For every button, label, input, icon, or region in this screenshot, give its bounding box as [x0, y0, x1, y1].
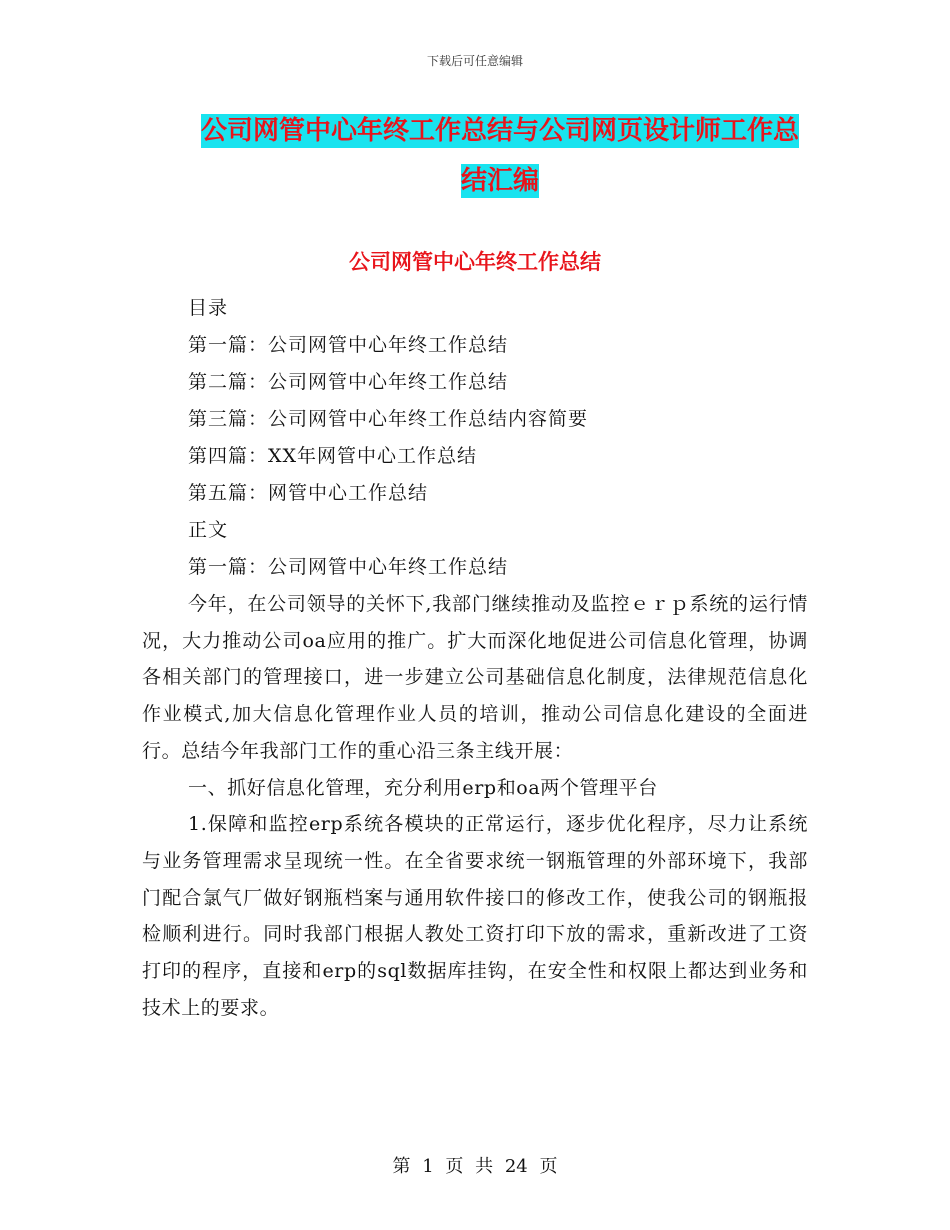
paragraph: 1.保障和监控erp系统各模块的正常运行，逐步优化程序，尽力让系统与业务管理需求呈现统一性。在全省要求统一钢瓶管理的外部环境下，我部门配合氯气厂做好钢瓶档案与通用软件接口的修改工作，使我公司的钢瓶报检顺利进行。同时我部门根据人教处工资打印下放的需求，重新改进了工资打印的程序，直接和erp的sql数据库挂钩，在安全性和权限上都达到业务和技术上的要求。	[142, 813, 808, 1019]
body-heading: 正文	[188, 519, 229, 541]
toc-heading: 目录	[188, 297, 229, 319]
document-title-line-2: 结汇编	[460, 166, 539, 196]
paragraph: 一、抓好信息化管理，充分利用erp和oa两个管理平台	[188, 776, 658, 799]
paragraph: 今年，在公司领导的关怀下,我部门继续推动及监控ｅｒｐ系统的运行情况，大力推动公司oa应用的推广。扩大而深化地促进公司信息化管理，协调各相关部门的管理接口，进一步建立公司基础信息化制度，法律规范信息化作业模式,加大信息化管理作业人员的培训，推动公司信息化建设的全面进行。总结今年我部门工作的重心沿三条主线开展：	[142, 593, 808, 762]
page-footer: 第 1 页 共 24 页	[392, 1156, 558, 1177]
toc-item: 第三篇：公司网管中心年终工作总结内容简要	[188, 408, 589, 430]
chapter-heading: 第一篇：公司网管中心年终工作总结	[188, 556, 509, 578]
body-text	[142, 586, 808, 1026]
toc-item: 第四篇：XX年网管中心工作总结	[188, 445, 478, 467]
toc-item: 第二篇：公司网管中心年终工作总结	[188, 371, 509, 393]
document-title-line-1: 公司网管中心年终工作总结与公司网页设计师工作总	[200, 116, 799, 146]
section-title: 公司网管中心年终工作总结	[349, 250, 601, 274]
toc-item: 第五篇：网管中心工作总结	[188, 482, 429, 504]
header-note: 下载后可任意编辑	[426, 54, 523, 68]
toc-item: 第一篇：公司网管中心年终工作总结	[188, 334, 509, 356]
table-of-contents	[188, 290, 808, 586]
document-title	[150, 106, 850, 206]
